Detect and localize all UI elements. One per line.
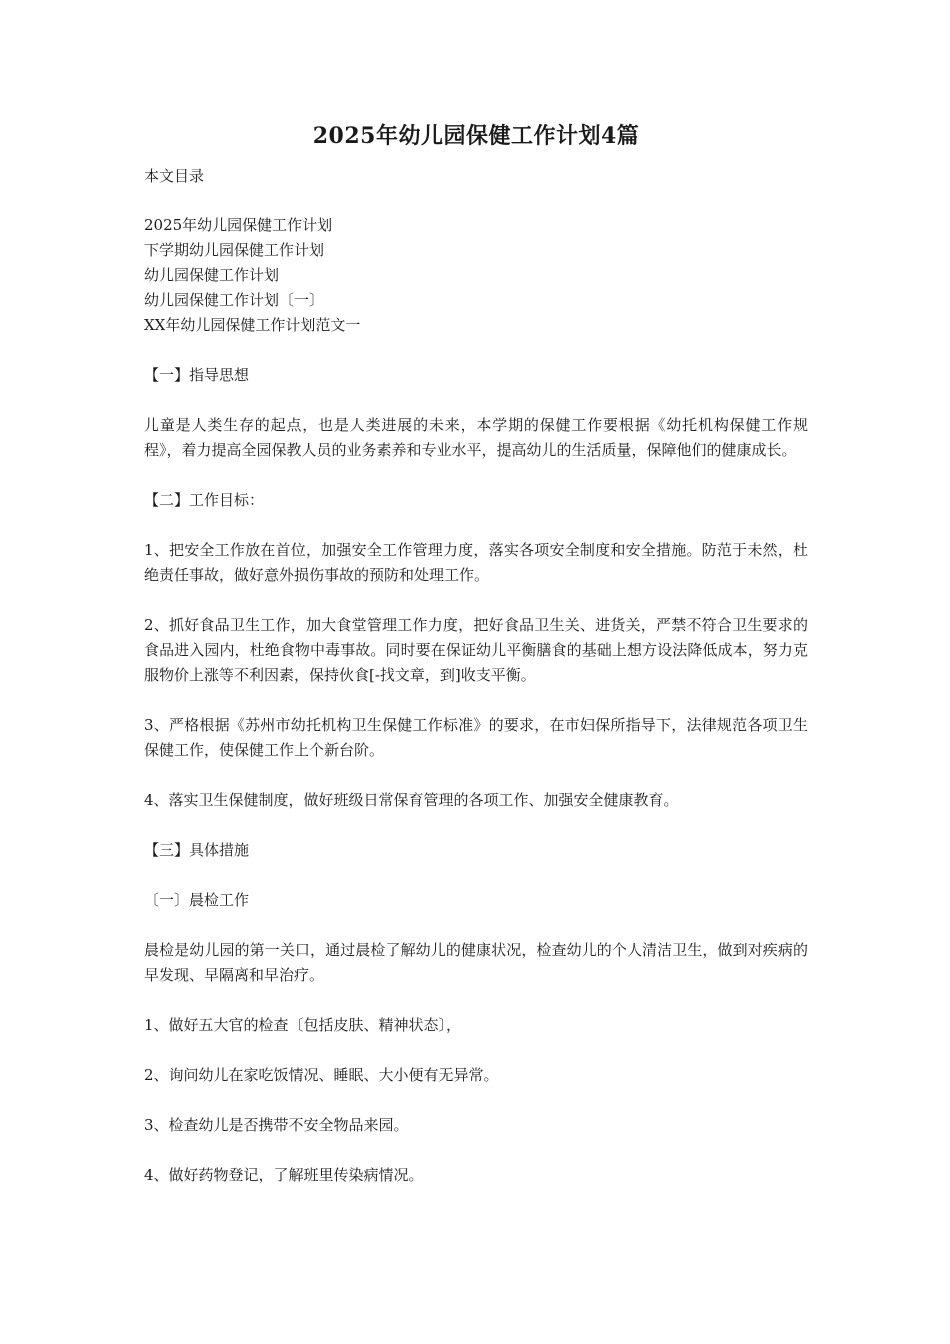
- section-heading-guiding: 【一】指导思想: [144, 366, 250, 384]
- toc-item[interactable]: XX年幼儿园保健工作计划范文一: [144, 316, 361, 334]
- goal-item: 3、严格根据《苏州市幼托机构卫生保健工作标准》的要求，在市妇保所指导下，法律规范各项卫生保健工作，使保健工作上个新台阶。: [144, 716, 808, 759]
- document-title: 2025年幼儿园保健工作计划4篇: [312, 123, 640, 149]
- document-page: [144, 118, 808, 1188]
- toc-item[interactable]: 2025年幼儿园保健工作计划: [144, 216, 333, 234]
- morning-check-item: 2、询问幼儿在家吃饭情况、睡眠、大小便有无异常。: [144, 1066, 499, 1084]
- section-heading-measures: 【三】具体措施: [144, 841, 250, 859]
- toc-item[interactable]: 幼儿园保健工作计划〔一〕: [144, 291, 325, 309]
- goal-item: 4、落实卫生保健制度，做好班级日常保育管理的各项工作、加强安全健康教育。: [144, 791, 679, 809]
- morning-check-item: 1、做好五大官的检查〔包括皮肤、精神状态〕，: [144, 1016, 462, 1034]
- morning-check-intro: 晨检是幼儿园的第一关口，通过晨检了解幼儿的健康状况，检查幼儿的个人清洁卫生，做到对疾病的早发现、早隔离和早治疗。: [144, 941, 808, 984]
- morning-check-item: 3、检查幼儿是否携带不安全物品来园。: [144, 1116, 409, 1134]
- goal-item: 2、抓好食品卫生工作，加大食堂管理工作力度，把好食品卫生关、进货关，严禁不符合卫生要求的食品进入园内，杜绝食物中毒事故。同时要在保证幼儿平衡膳食的基础上想方设法降低成本，努力克服物价上涨等不利因素，保持伙食[-找文章，到]收支平衡。: [144, 616, 808, 684]
- table-of-contents: [144, 213, 808, 338]
- sub-heading-morning-check: 〔一〕晨检工作: [144, 891, 250, 909]
- goal-item: 1、把安全工作放在首位，加强安全工作管理力度，落实各项安全制度和安全措施。防范于未然，杜绝责任事故，做好意外损伤事故的预防和处理工作。: [144, 541, 808, 584]
- toc-item[interactable]: 下学期幼儿园保健工作计划: [144, 241, 325, 259]
- guiding-paragraph: 儿童是人类生存的起点，也是人类进展的未来，本学期的保健工作要根据《幼托机构保健工作规程》，着力提高全园保教人员的业务素养和专业水平，提高幼儿的生活质量，保障他们的健康成长。: [144, 416, 808, 459]
- morning-check-item: 4、做好药物登记，了解班里传染病情况。: [144, 1166, 424, 1184]
- section-heading-goals: 【二】工作目标：: [144, 491, 265, 509]
- toc-label: 本文目录: [144, 167, 205, 185]
- toc-item[interactable]: 幼儿园保健工作计划: [144, 266, 280, 284]
